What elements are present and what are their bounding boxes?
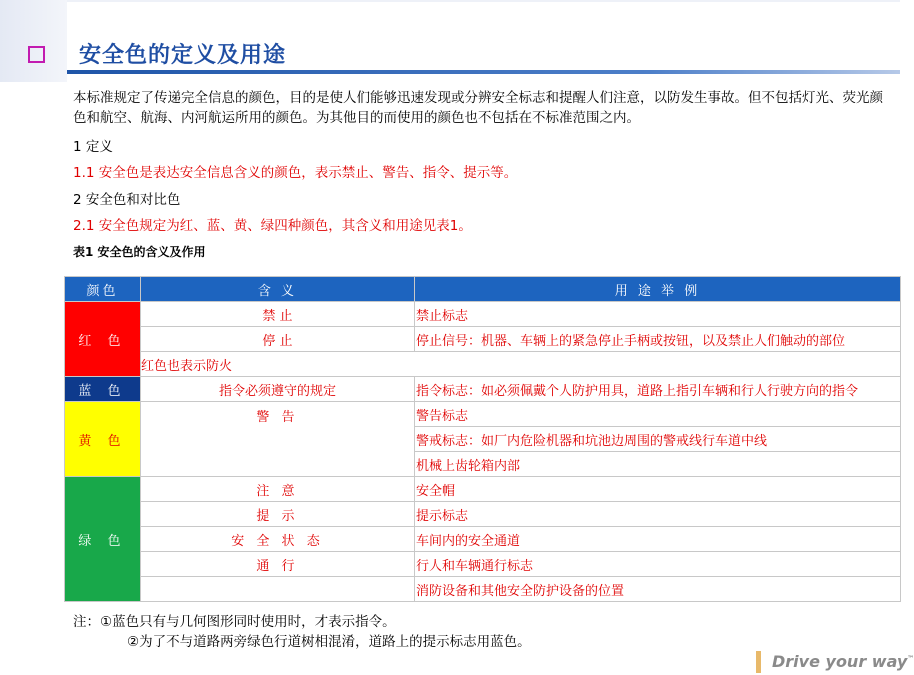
use-cell: 机械上齿轮箱内部 (415, 452, 901, 477)
note-1: 注：①蓝色只有与几何图形同时使用时，才表示指令。 (73, 614, 396, 630)
table-row (65, 352, 901, 377)
page-title: 安全色的定义及用途 (79, 43, 287, 68)
table-caption: 表1 安全色的含义及作用 (73, 245, 206, 259)
table-row (65, 477, 901, 502)
table-row (65, 327, 901, 352)
notes (73, 612, 531, 652)
meaning-cell (141, 577, 415, 602)
color-red-cell: 红 色 (65, 302, 141, 377)
table-row (65, 302, 901, 327)
use-cell: 车间内的安全通道 (415, 527, 901, 552)
meaning-cell: 提 示 (141, 502, 415, 527)
meaning-cell: 停 止 (141, 327, 415, 352)
use-cell: 停止信号：机器、车辆上的紧急停止手柄或按钮，以及禁止人们触动的部位 (415, 327, 901, 352)
table-row (65, 527, 901, 552)
header-use: 用 途 举 例 (415, 277, 901, 302)
intro-paragraph: 本标准规定了传递完全信息的颜色，目的是使人们能够迅速发现或分辨安全标志和提醒人们注意，以防发生事故。但不包括灯光、荧光颜色和航空、航海、内河航运所用的颜色。为其他目的而使用的颜色也不包括在不标准范围之内。 (73, 90, 883, 126)
table-row (65, 552, 901, 577)
section-2-1: 2.1 安全色规定为红、蓝、黄、绿四种颜色，其含义和用途见表1。 (73, 218, 472, 234)
color-yellow-cell: 黄 色 (65, 402, 141, 477)
table-row (65, 577, 901, 602)
note-2: ②为了不与道路两旁绿色行道树相混淆，道路上的提示标志用蓝色。 (127, 634, 531, 650)
title-underline (67, 70, 900, 74)
section-2-heading: 2 安全色和对比色 (73, 192, 181, 208)
use-cell: 行人和车辆通行标志 (415, 552, 901, 577)
section-1-heading: 1 定义 (73, 139, 113, 155)
safety-color-table (64, 276, 901, 602)
color-blue-cell: 蓝 色 (65, 377, 141, 402)
logo-bar-mark (756, 651, 761, 673)
logo-text (772, 652, 914, 671)
meaning-cell: 禁 止 (141, 302, 415, 327)
use-cell: 警告标志 (415, 402, 901, 427)
header-meaning: 含 义 (141, 277, 415, 302)
meaning-cell: 警 告 (141, 402, 415, 477)
use-cell: 安全帽 (415, 477, 901, 502)
table-row (65, 502, 901, 527)
header-left-block (0, 0, 67, 82)
meaning-cell: 通 行 (141, 552, 415, 577)
meaning-cell: 安 全 状 态 (141, 527, 415, 552)
use-cell: 提示标志 (415, 502, 901, 527)
section-1-1: 1.1 安全色是表达安全信息含义的颜色，表示禁止、警告、指令、提示等。 (73, 165, 518, 181)
use-cell: 消防设备和其他安全防护设备的位置 (415, 577, 901, 602)
red-fire-note-cell: 红色也表示防火 (141, 352, 901, 377)
meaning-cell: 指令必须遵守的规定 (141, 377, 415, 402)
use-cell: 禁止标志 (415, 302, 901, 327)
body-text (73, 88, 893, 236)
table-row (65, 377, 901, 402)
meaning-cell: 注 意 (141, 477, 415, 502)
color-green-cell: 绿 色 (65, 477, 141, 602)
header-color: 颜色 (65, 277, 141, 302)
top-band (0, 0, 900, 2)
use-cell: 警戒标志：如厂内危险机器和坑池边周围的警戒线行车道中线 (415, 427, 901, 452)
table-row (65, 402, 901, 427)
logo-trademark: ™ (907, 654, 914, 663)
logo-slogan: Drive your way (772, 652, 908, 671)
square-bullet-icon (28, 46, 45, 63)
use-cell: 指令标志：如必须佩戴个人防护用具，道路上指引车辆和行人行驶方向的指令 (415, 377, 901, 402)
brand-logo (756, 650, 914, 675)
table-header-row (65, 277, 901, 302)
